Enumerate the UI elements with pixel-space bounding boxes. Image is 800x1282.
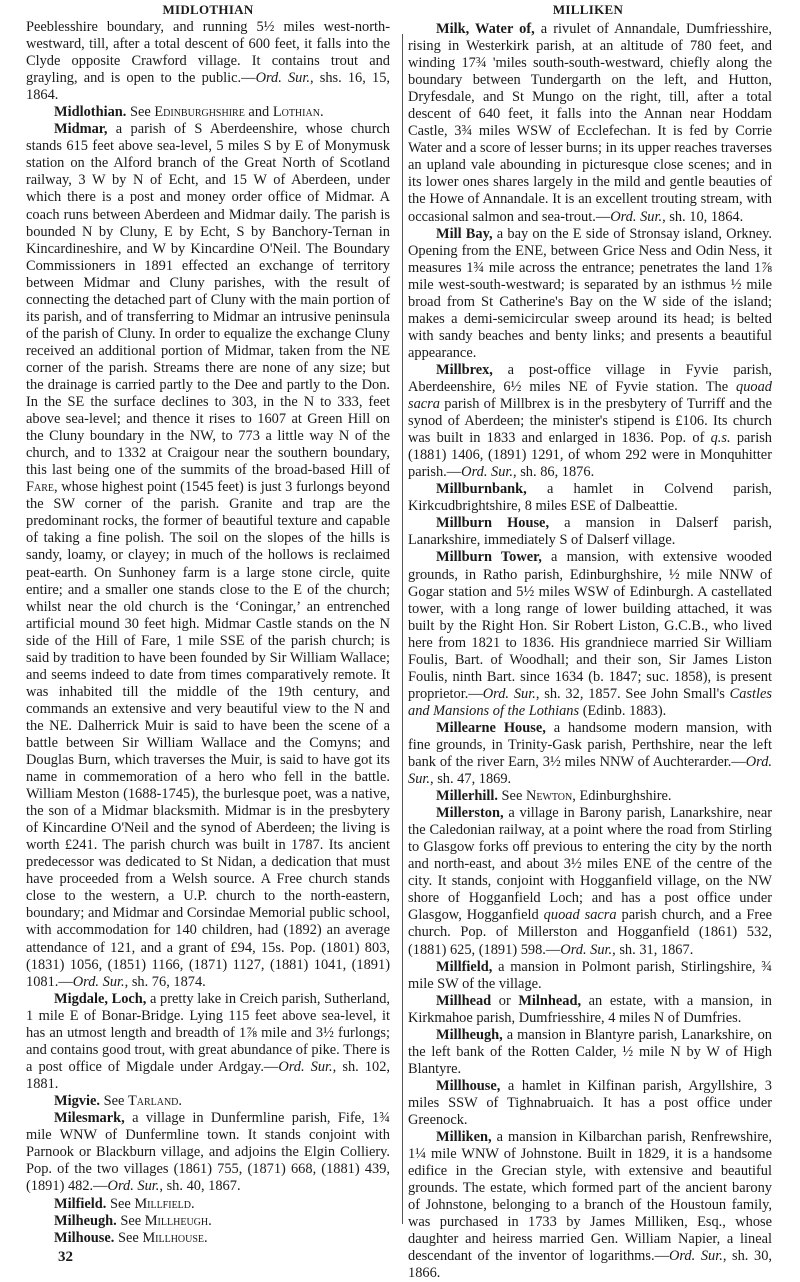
entry-text: a mansion in Kilbarchan parish, Renfrewshire, 1¼ mile WNW of Johnstone. Built in 1829, it is a handsome edifice in the Grecian style, with extensive and beautiful grounds. The estate, which formed part of the ancient barony of Johnstone, belonging to a branch of the Houstoun family, was purchased in 1733 by James Milliken, Esq., whose daughter and heiress married Gen. William Napier, a lineal descendant of the inventor of logarithms.— (408, 1129, 772, 1265)
cross-reference: Millheugh (144, 1213, 209, 1230)
cross-reference: Tarland (127, 1092, 179, 1109)
cross-reference: Millfield (134, 1196, 192, 1213)
entry-headword: Milliken, (436, 1129, 492, 1146)
entry-headword: Millerhill. (436, 788, 498, 805)
gazetteer-entry (26, 1213, 390, 1230)
entry-italic-text: Ord. Sur. (278, 1058, 333, 1075)
entry-headword: Milesmark, (54, 1110, 125, 1126)
entry-text: See (116, 1213, 145, 1230)
entry-headword: Midmar, (54, 121, 108, 138)
entry-text: , sh. 102, 1881. (26, 1058, 391, 1092)
gazetteer-entry (408, 21, 772, 226)
gazetteer-entry (408, 788, 772, 805)
entry-text: a mansion in Dalserf parish, Lanarkshire, immediately S of Dalserf village. (408, 515, 772, 549)
left-column (26, 19, 390, 1247)
running-header-left: MIDLOTHIAN (162, 2, 254, 17)
entry-text: parish of Millbrex is in the presbytery of Turriff and the synod of Aberdeen; the minister's stipend is £106. Its church was built in 1833 and enlarged in 1836. Pop. of (408, 396, 772, 447)
running-header-right: MILLIKEN (552, 2, 624, 17)
entry-italic-text: q.s. (710, 430, 731, 447)
gazetteer-entry (26, 991, 390, 1093)
entry-text: a post-office village in Fyvie parish, Aberdeenshire, 6½ miles NE of Fyvie station. The (408, 361, 772, 395)
gazetteer-entry (408, 226, 772, 362)
entry-text: , sh. 76, 1874. (124, 973, 206, 990)
gazetteer-entry (26, 1230, 390, 1247)
entry-headword: Millburn Tower, (436, 549, 542, 566)
entry-text: . (191, 1196, 195, 1213)
gazetteer-entry (408, 481, 772, 515)
entry-text: Peeblesshire boundary, and running 5½ miles west-north-westward, till, after a total descent of 600 feet, it falls into the Clyde opposite Crawford village. It contains trout and grayling, and is open to the public.— (26, 19, 390, 87)
entry-text: and (244, 104, 273, 121)
entry-text: a handsome modern mansion, with fine grounds, in Trinity-Gask parish, Perthshire, near the left bank of the river Earn, 3½ miles NNW of Auchterarder.— (408, 719, 772, 771)
entry-text: , sh. 47, 1869. (430, 771, 512, 788)
entry-italic-text: Ord. Sur. (461, 464, 514, 481)
gazetteer-entry (408, 1078, 772, 1129)
entry-text: a village in Barony parish, Lanarkshire, near the Caledonian railway, at a point where the road from Stirling to Glasgow forks off previous to entering the city by the north and north-east, and about 3½ miles ENE of the centre of the city. It stands, conjoint with Hogganfield village, on the NW shore of Hogganfield Loch; and has a post office under Glasgow, Hogganfield (408, 805, 772, 924)
entry-text: a mansion, with extensive wooded grounds, in Ratho parish, Edinburghshire, ½ mile NNW of Gogar station and 5½ miles WSW of Edinburgh. A castellated tower, with a long range of lower building attached, it was built by the Right Hon. Sir Robert Liston, G.C.B., who lived here from 1821 to 1836. His grandniece married Sir William Foulis, Bart. of Woodhall; and their son, Sir James Liston Foulis, ninth Bart. since 1634 (b. 1847; suc. 1858), is present proprietor.— (408, 549, 772, 702)
entry-text: a rivulet of Annandale, Dumfriesshire, rising in Westerkirk parish, at an altitude of 780 feet, and winding 17¾ 'miles south-south-westward, chiefly along the boundary between Tundergarth on the left, and Hutton, Dryfesdale, and St Mungo on the right, till, after a total descent of 640 feet, it falls into the Annan near Hoddam Castle, 3¾ miles WSW of Ecclefechan. It is fed by Corrie Water and a score of lesser burns; in its upper reaches traverses an upland vale abounding in picturesque close scenes; and in its lower ones shares largely in the mild and gentle beauties of the Howe of Annandale. It is an excellent trouting stream, with occasional salmon and sea-trout.— (408, 21, 772, 225)
left-column-wrapper (26, 19, 390, 1266)
entry-text: See (99, 1092, 128, 1109)
gazetteer-entry (26, 1196, 390, 1213)
gazetteer-entry (408, 362, 772, 481)
entry-headword: Milk, Water of, (436, 21, 535, 37)
gazetteer-entry (408, 720, 772, 788)
entry-headword: Millhouse, (436, 1077, 501, 1094)
gazetteer-entry (408, 805, 772, 958)
entry-headword: Milhouse. (54, 1230, 115, 1247)
gazetteer-entry (408, 993, 772, 1027)
entry-text: a village in Dunfermline parish, Fife, 1¾ mile WNW of Dunfermline town. It stands conjoint with Parnook or Blackburn village, and adjoins the Elgin Colliery. Pop. of the two villages (1861) 755, (1871) 668, (1881) 439, (1891) 482.— (26, 1110, 390, 1195)
entry-headword: Millearne House, (436, 719, 546, 736)
entry-headword: Midlothian. (54, 104, 127, 121)
entry-headword: Millbrex, (436, 361, 493, 378)
entry-italic-text: quoad sacra (543, 907, 617, 924)
cross-reference: Edinburghshire (154, 104, 245, 121)
entry-headword: Millfield, (436, 958, 493, 975)
cross-reference: Millhouse (142, 1230, 205, 1247)
entry-text: an estate, with a mansion, in Kirkmahoe parish, Dumfriesshire, 4 miles N of Dumfries. (408, 992, 772, 1026)
gazetteer-entry (408, 1129, 772, 1282)
gazetteer-entry (408, 549, 772, 719)
entry-italic-text: quoad sacra (408, 378, 772, 413)
entry-headword: Millburn House, (436, 515, 550, 532)
entry-headword: Millhead (436, 992, 492, 1009)
gazetteer-entry (408, 959, 772, 993)
entry-italic-text: Ord. Sur. (255, 70, 310, 87)
entry-text: , whose highest point (1545 feet) is just 3 furlongs beyond the SW corner of the parish. Granite and trap are the predominant rocks, the former of beautiful texture and capable of taking a fine polish. The soil on the slopes of the hills is sandy, loamy, or clayey; in much of the hollows is reclaimed peat-earth. On Sunhoney farm is a large stone circle, quite entire; and a smaller one stands close to the E of the church; whilst near the old church is the ‘Coningar,’ an entrenched artificial mound 30 feet high. Midmar Castle stands on the N side of the Hill of Fare, 1 mile SSE of the parish church; is said by tradition to have been founded by Sir William Wallace; and seems indeed to date from times comparatively remote. It was inhabited till the middle of the 19th century, and commands an extensive and very beautiful view to the N and the NE. Dalherrick Muir is said to have been the scene of a battle between Sir William Wallace and the Comyns; and Douglas Burn, which traverses the Muir, is said to have got its name in commemoration of a hero who fell in the battle. William Meston (1688-1745), the burlesque poet, was a native, the son of a Midmar blacksmith. Midmar is in the presbytery of Kincardine O'Neil and the synod of Aberdeen; the living is worth £241. The parish church was built in 1787. Its ancient predecessor was dedicated to St Nidan, a dedication that must have proceeded from a Welsh source. A Free church stands close to the western, a U.P. church to the north-eastern, boundary; and Midmar and Corsindae Memorial public school, with accommodation for 140 children, had (1892) an average attendance of 121, and a grant of £94, 15s. Pop. (1801) 803, (1831) 1056, (1851) 1166, (1871) 1127, (1881) 1041, (1891) 1081.— (26, 479, 390, 990)
entry-text: (Edinb. 1883). (579, 702, 667, 719)
entry-text: , sh. 10, 1864. (662, 208, 744, 225)
entry-headword: Millburnbank, (436, 481, 527, 498)
gazetteer-entry (26, 1093, 390, 1110)
entry-headword: Milnhead, (518, 992, 582, 1009)
entry-headword: Migdale, Loch, (54, 990, 147, 1007)
entry-italic-text: Castles and Mansions of the Lothians (408, 685, 773, 719)
entry-italic-text: Ord. Sur. (668, 1248, 723, 1265)
entry-text: See (106, 1196, 135, 1213)
entry-text: , sh. 40, 1867. (159, 1178, 241, 1195)
entry-text: a parish of S Aberdeenshire, whose church stands 615 feet above sea-level, 5 miles S by E of Monymusk station on the Alford branch of the Great North of Scotland railway, 3 W by N of Echt, and 15 W of Aberdeen, under which there is a post and money order office of Midmar. A coach runs between Aberdeen and Midmar daily. The parish is bounded N by Cluny, E by Echt, S by Banchory-Ternan in Kincardineshire, and W by Kincardine O'Neil. The Boundary Commissioners in 1891 effected an exchange of territory between Midmar and Cluny parishes, with the result of connecting the detached part of Cluny with the main portion of its parish, and of transferring to Midmar an intrusive peninsula of the parish of Cluny. In order to equalize the exchange Cluny received an additional portion of Midmar, taken from the NE corner of the parish. Streams there are none of any size; but the drainage is carried partly to the Dee and partly to the Don. In the SE the surface declines to 303, in the N to 333, feet above sea-level; and thence it rises to 1607 at Green Hill on the Cluny boundary in the NW, to 773 a little way N of the church, and to 1332 at Craigour near the southern boundary, this last being one of the summits of the broad-based Hill of (26, 121, 390, 479)
entry-text: a bay on the E side of Stronsay island, Orkney. Opening from the ENE, between Grice Ness and Odin Ness, it measures 1¾ mile across the entrance; penetrates the land 1⅞ mile west-south-westward; is separated by an isthmus ½ mile broad from St Catherine's Bay on the W side of the island; makes a demi-semicircular sweep around its head; is belted with sandy beaches and benty links; and presents a beautiful appearance. (408, 225, 773, 361)
entry-italic-text: Ord. Sur. (408, 754, 772, 788)
column-divider (402, 34, 403, 1224)
page-number: 32 (58, 1249, 73, 1266)
entry-headword: Mill Bay, (436, 225, 493, 242)
entry-text: parish (1881) 1406, (1891) 1291, of whom 292 were in Monquhitter parish.— (408, 430, 772, 481)
entry-headword: Milheugh. (54, 1213, 117, 1230)
gazetteer-entry (26, 19, 390, 104)
entry-text: a pretty lake in Creich parish, Sutherland, 1 mile E of Bonar-Bridge. Lying 115 feet above sea-level, it has an utmost length and breadth of 1⅞ mile and 3½ furlongs; and contains good trout, with great abundance of pike. There is a post office of Migdale under Ardgay.— (26, 990, 390, 1075)
entry-italic-text: Ord. Sur. (107, 1178, 160, 1195)
entry-text: , sh. 32, 1857. See John Small's (535, 685, 730, 702)
entry-text: a mansion in Polmont parish, Stirlingshire, ¾ mile SW of the village. (408, 958, 772, 992)
gazetteer-entry (408, 1027, 772, 1078)
entry-text: a hamlet in Colvend parish, Kirkcudbrightshire, 8 miles ESE of Dalbeattie. (408, 481, 772, 515)
entry-text: See (497, 788, 526, 805)
entry-text: , sh. 86, 1876. (513, 464, 595, 481)
entry-text: See (114, 1230, 143, 1247)
entry-text: , sh. 31, 1867. (612, 941, 694, 958)
entry-text: a hamlet in Kilfinan parish, Argyllshire, 3 miles SSW of Tighnabruaich. It has a post office under Greenock. (408, 1077, 772, 1128)
cross-reference: Lothian (272, 104, 320, 121)
entry-headword: Migvie. (54, 1092, 100, 1109)
entry-italic-text: Ord. Sur. (560, 941, 613, 958)
gazetteer-entry (408, 515, 772, 549)
cross-reference: Newton (525, 788, 573, 805)
entry-text: See (126, 104, 155, 121)
entry-text: . (178, 1092, 183, 1109)
entry-text: or (491, 992, 519, 1009)
entry-text: . (319, 104, 324, 121)
entry-text: parish church, and a Free church. Pop. of Millerston and Hogganfield (1861) 532, (1881) 625, (1891) 598.— (408, 907, 772, 958)
entry-text: , sh. 30, 1866. (408, 1248, 772, 1282)
entry-headword: Milfield. (54, 1196, 107, 1213)
entry-italic-text: Ord. Sur. (610, 208, 663, 225)
gazetteer-entry (26, 1110, 390, 1195)
entry-text: . (204, 1230, 208, 1247)
entry-text: a mansion in Blantyre parish, Lanarkshire, on the left bank of the Rotten Calder, ½ mile N by W of High Blantyre. (408, 1026, 772, 1077)
entry-italic-text: Ord. Sur. (72, 973, 125, 990)
entry-text: , shs. 16, 15, 1864. (26, 70, 390, 104)
gazetteer-entry (26, 104, 390, 121)
entry-italic-text: Ord. Sur. (482, 685, 536, 702)
entry-headword: Millerston, (436, 805, 504, 822)
entry-headword: Millheugh, (436, 1026, 503, 1043)
cross-reference: Fare (26, 479, 55, 496)
gazetteer-entry (26, 121, 390, 990)
entry-text: , Edinburghshire. (572, 788, 672, 805)
right-column-wrapper (408, 21, 772, 1282)
entry-text: . (208, 1213, 212, 1230)
right-column (408, 21, 772, 1282)
